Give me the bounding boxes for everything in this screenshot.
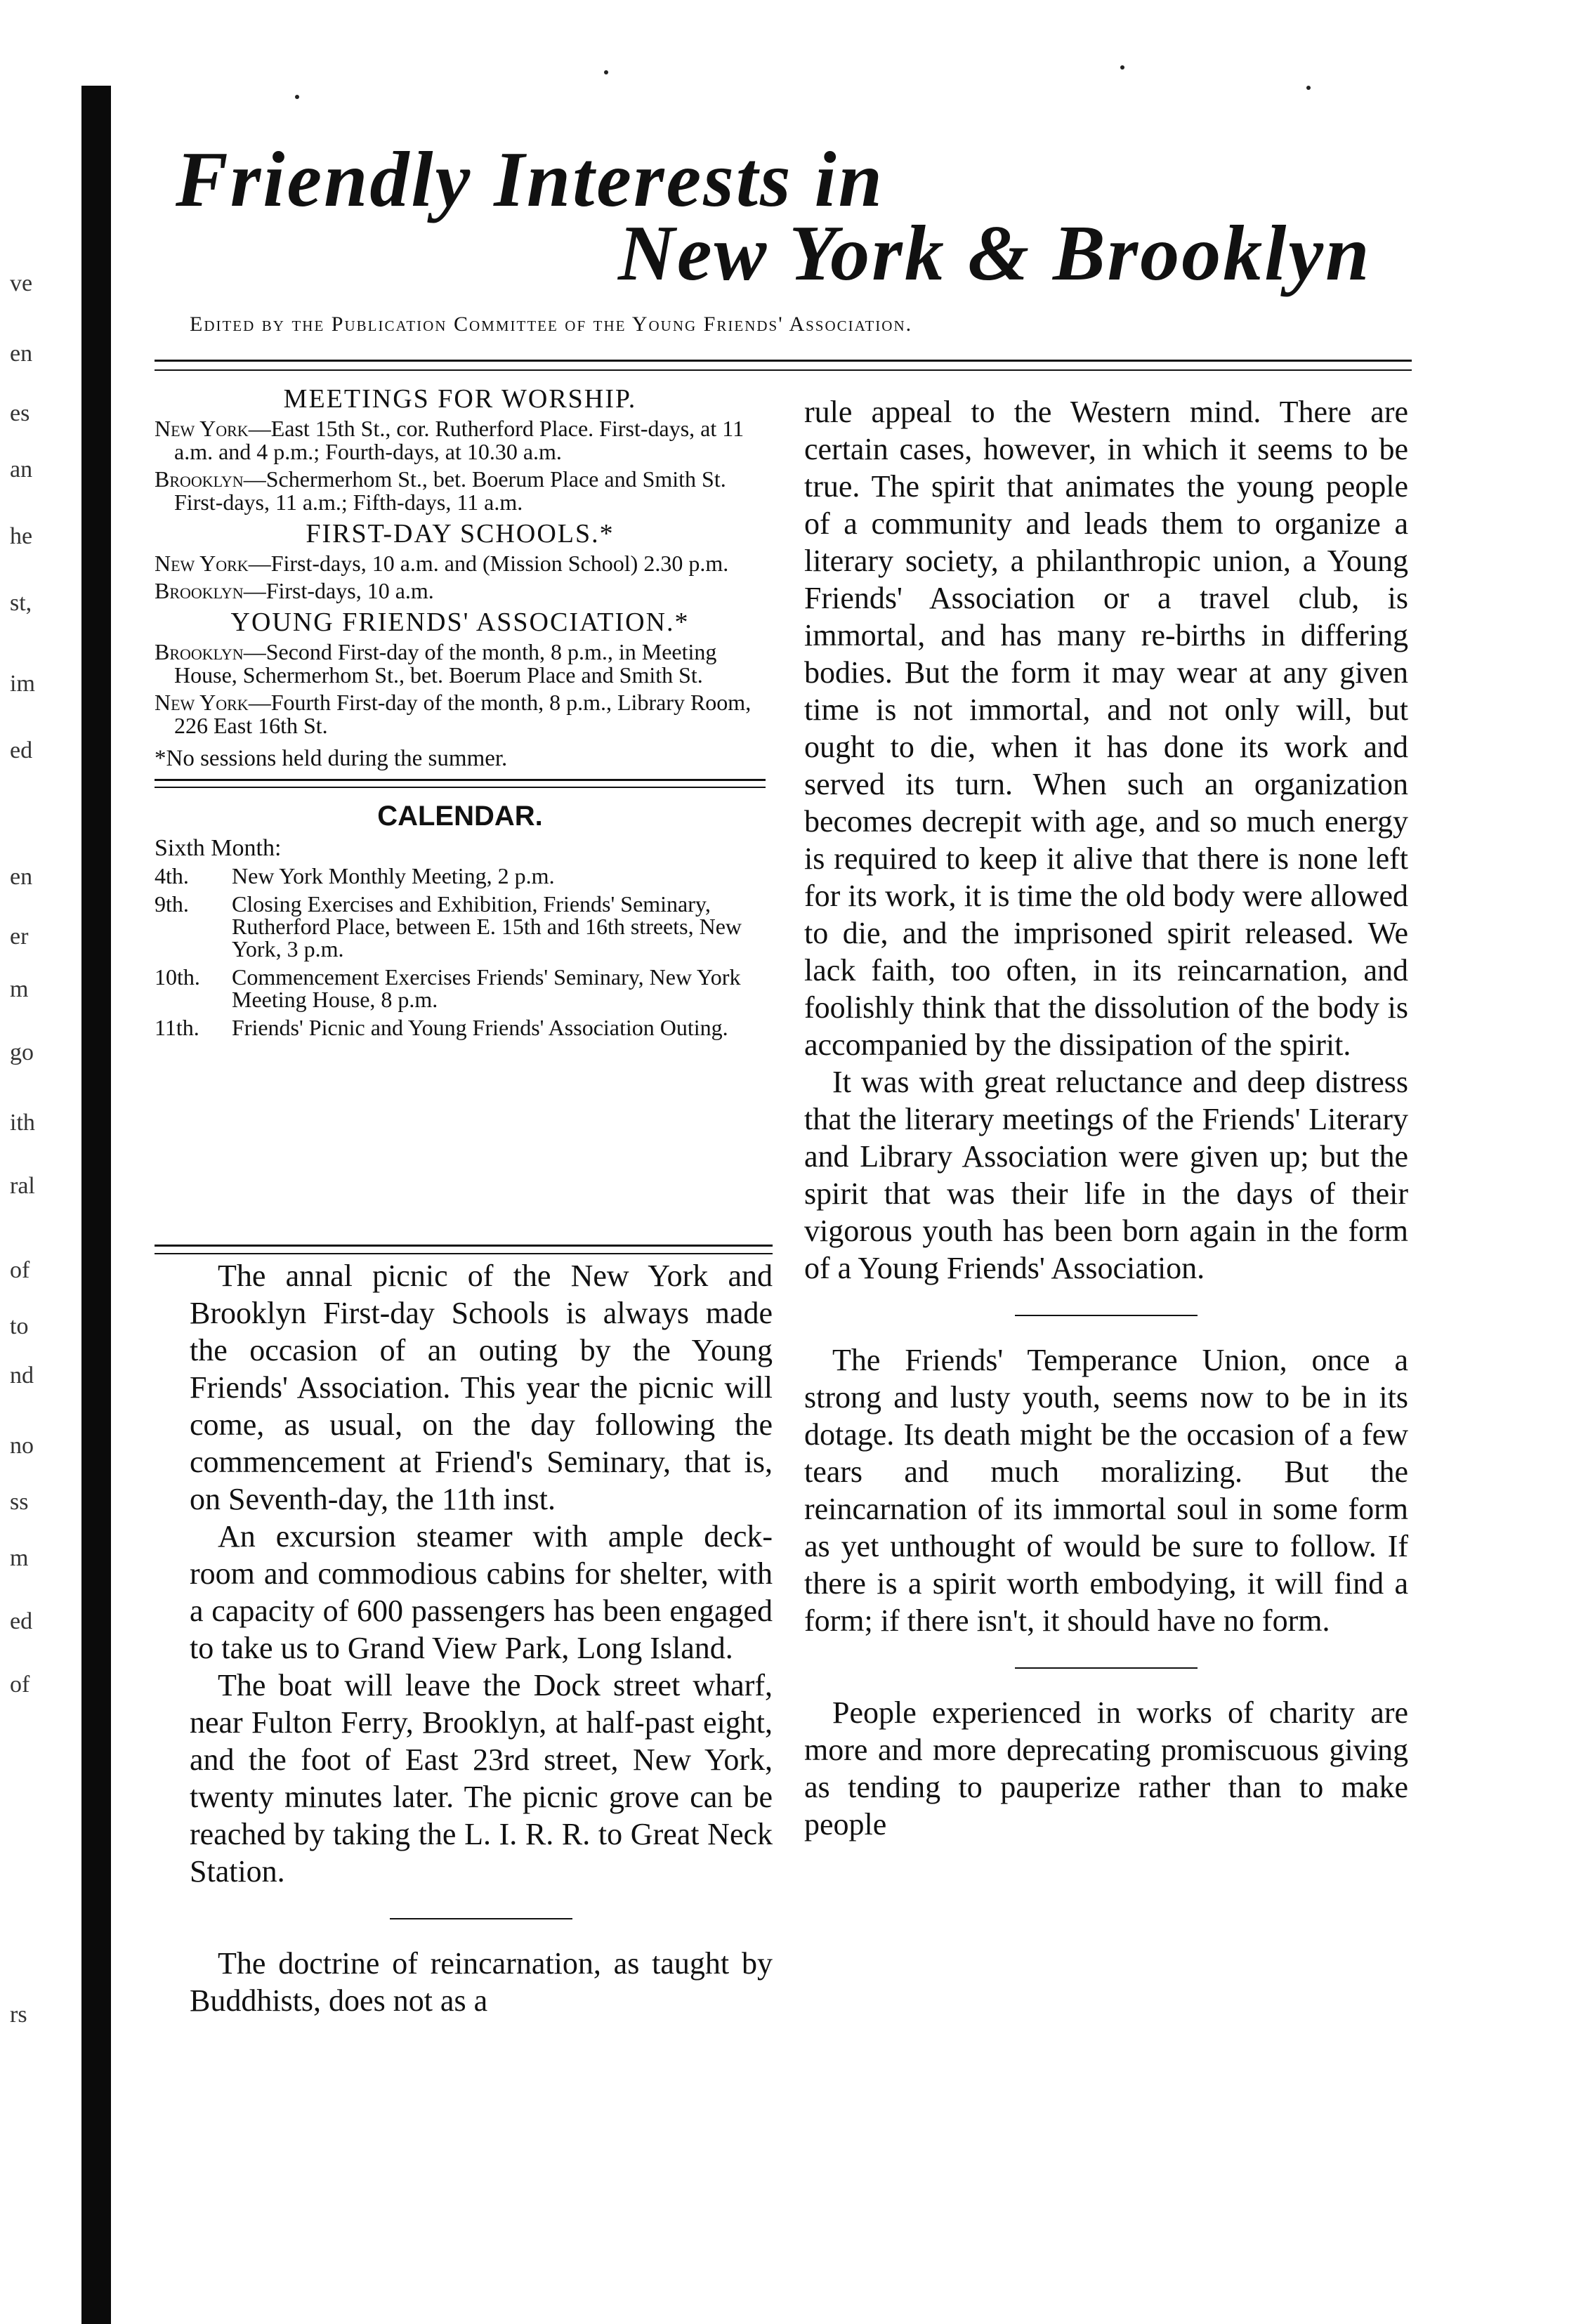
picnic-paragraph: An excursion steamer with ample deck-room and commodious cabins for shelter, with a capacity of 600 passengers has been engaged to take us to Grand View Park, Long Island.	[190, 1519, 773, 1665]
picnic-paragraph: The boat will leave the Dock street wharf, near Fulton Ferry, Brooklyn, at half-past eight, and the foot of East 23rd street, New York, twenty minutes later. The picnic grove can be reached by taking the L. I. R. R. to Great Neck Station.	[190, 1668, 773, 1889]
margin-fragment: an	[10, 457, 33, 482]
section-divider	[390, 1918, 572, 1919]
charity-paragraph: People experienced in works of charity are more and more deprecating promiscuous giving as tending to pauperize rather than to make people	[804, 1695, 1408, 1842]
margin-fragment: go	[10, 1039, 34, 1065]
school-entry: New York—First-days, 10 a.m. and (Mission School) 2.30 p.m.	[155, 551, 729, 576]
calendar-item: 10th. Commencement Exercises Friends' Seminary, New York Meeting House, 8 p.m.	[155, 964, 741, 1012]
calendar-rule	[155, 1253, 773, 1254]
masthead-title-line2: New York & Brooklyn	[618, 210, 1372, 297]
margin-fragment: of	[10, 1257, 30, 1283]
speck	[604, 70, 608, 74]
margin-fragment: he	[10, 523, 33, 549]
reincarnation-paragraph: It was with great reluctance and deep distress that the literary meetings of the Friends' Literary and Library Association were given up; but the spirit that was their life in the days of their vigorous youth has been born again in the form of a Young Friends' Association.	[804, 1065, 1408, 1285]
header-rule	[155, 369, 1412, 371]
calendar-item: 4th. New York Monthly Meeting, 2 p.m.	[155, 863, 555, 888]
picnic-paragraph: The annal picnic of the New York and Brooklyn First-day Schools is always made the occasion of an outing by the Young Friends' Association. This year the picnic will come, as usual, on the day following the commencement at Friend's Seminary, that is, on Seventh-day, the 11th inst.	[190, 1259, 773, 1516]
speck	[1120, 65, 1124, 70]
margin-fragment: ve	[10, 270, 33, 296]
section-divider	[1015, 1667, 1198, 1669]
margin-fragment: nd	[10, 1363, 34, 1389]
reincarnation-paragraph: The doctrine of reincarnation, as taught by Buddhists, does not as a	[190, 1946, 773, 2018]
margin-fragment: ral	[10, 1173, 35, 1199]
yfa-entry: Brooklyn—Second First-day of the month, 8 p.m., in Meeting House, Schermerhom St., bet. Boerum Place and Smith St.	[155, 639, 717, 688]
section-divider	[1015, 1315, 1198, 1316]
school-entry: Brooklyn—First-days, 10 a.m.	[155, 578, 434, 603]
margin-fragment: en	[10, 341, 33, 367]
margin-fragment: es	[10, 400, 30, 426]
calendar-item: 9th. Closing Exercises and Exhibition, Friends' Seminary, Rutherford Place, between E. 15th and 16th streets, New York, 3 p.m.	[155, 891, 742, 961]
binding-shadow	[81, 86, 111, 2324]
margin-fragment: er	[10, 924, 29, 950]
listings-column	[155, 379, 766, 1044]
schools-heading: FIRST-DAY SCHOOLS.*	[306, 519, 615, 549]
calendar-item: 11th. Friends' Picnic and Young Friends' Association Outing.	[155, 1015, 728, 1040]
speck	[1306, 86, 1311, 90]
yfa-heading: YOUNG FRIENDS' ASSOCIATION.*	[230, 608, 690, 637]
meeting-entry: Brooklyn—Schermerhom St., bet. Boerum Place and Smith St. First-days, 11 a.m.; Fifth-days, 11 a.m.	[155, 466, 726, 515]
margin-fragment: ith	[10, 1110, 35, 1136]
margin-fragment: m	[10, 1545, 29, 1571]
header-rule	[155, 360, 1412, 362]
margin-fragment: m	[10, 976, 29, 1002]
picnic-article	[190, 1257, 773, 2019]
footnote: *No sessions held during the summer.	[155, 746, 508, 771]
meeting-entry: New York—East 15th St., cor. Rutherford Place. First-days, at 11 a.m. and 4 p.m.; Fourth-days, at 10.30 a.m.	[155, 416, 744, 464]
meetings-heading: MEETINGS FOR WORSHIP.	[283, 384, 637, 414]
margin-fragment: ss	[10, 1489, 29, 1515]
margin-fragment: rs	[10, 2002, 27, 2028]
margin-fragment: im	[10, 671, 35, 697]
margin-fragment: ed	[10, 737, 33, 763]
reincarnation-continued: rule appeal to the Western mind. There are certain cases, however, in which it seems to be true. The spirit that animates the young people of a community and leads them to organize a literary society, a philanthropic union, a Young Friends' Association or a travel club, is immortal, and has many re-births in differing bodies. But the form it may wear at any given time is not immortal, and not only will, but ought to die, when it has done its work and served its turn. When such an organization becomes decrepit with age, and so much energy is required to keep it alive that there is none left for its work, it is time the old body were allowed to die, and the imprisoned spirit released. We lack faith, too often, in its reincarnation, and foolishly think that the dissolution of the body is accompanied by the dissipation of the spirit.	[804, 395, 1408, 1062]
yfa-entry: New York—Fourth First-day of the month, 8 p.m., Library Room, 226 East 16th St.	[155, 690, 752, 738]
margin-fragment: to	[10, 1313, 29, 1339]
margin-fragment: en	[10, 864, 33, 890]
margin-fragment: no	[10, 1433, 34, 1459]
margin-fragment: of	[10, 1672, 30, 1698]
editor-line: Edited by the Publication Committee of the Young Friends' Association.	[190, 313, 913, 336]
calendar-rule	[155, 1245, 773, 1247]
right-column	[804, 393, 1408, 1843]
calendar-month: Sixth Month:	[155, 835, 282, 861]
speck	[295, 95, 299, 99]
masthead-title-line1: Friendly Interests in	[176, 136, 884, 223]
margin-fragment: st,	[10, 590, 32, 616]
calendar-heading: CALENDAR.	[377, 801, 543, 832]
temperance-paragraph: The Friends' Temperance Union, once a strong and lusty youth, seems now to be in its dotage. Its death might be the occasion of a few tears and much moralizing. But the reincarnation of its immortal soul in some form as yet unthought of would be sure to follow. If there is a spirit worth embodying, it will find a form; if there isn't, it should have no form.	[804, 1343, 1408, 1638]
margin-fragment: ed	[10, 1608, 33, 1634]
